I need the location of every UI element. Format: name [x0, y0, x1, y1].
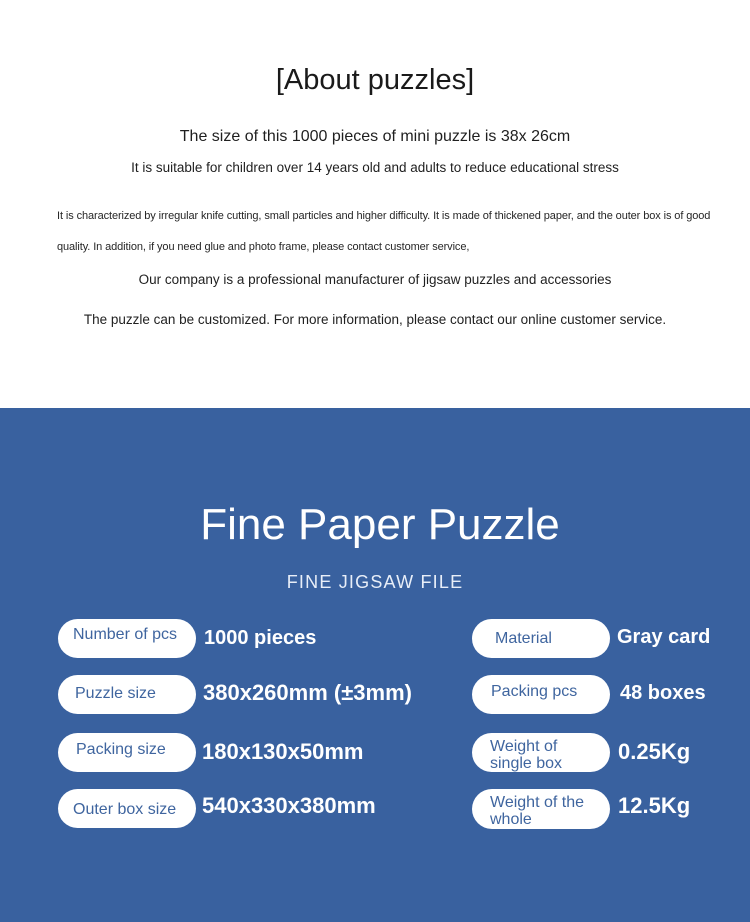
spec-value: Gray card — [617, 626, 711, 648]
spec-label-pill — [472, 789, 610, 829]
spec-label-pill — [58, 789, 196, 828]
spec-label: Outer box size — [73, 801, 177, 818]
about-title: [About puzzles] — [275, 64, 475, 96]
spec-value: 1000 pieces — [204, 627, 317, 649]
spec-label: Packing size — [76, 741, 166, 758]
about-size-line: The size of this 1000 pieces of mini puzzle is 38x 26cm — [179, 128, 571, 145]
about-section — [0, 0, 750, 408]
about-custom-line: The puzzle can be customized. For more information, please contact our online customer service. — [83, 312, 667, 327]
spec-label-pill — [472, 619, 610, 658]
spec-title: Fine Paper Puzzle — [200, 500, 560, 549]
spec-label: Puzzle size — [75, 685, 156, 702]
spec-label-pill — [58, 619, 196, 658]
spec-label: Weight of single box — [490, 738, 563, 772]
spec-label-pill — [472, 733, 610, 772]
spec-value: 540x330x380mm — [202, 793, 376, 818]
about-paragraph: It is characterized by irregular knife cutting, small particles and higher difficulty. It is made of thickened paper, and the outer box is of good quality. In addition, if you need glue and photo frame, please contact customer service, — [57, 210, 711, 253]
spec-subtitle: FINE JIGSAW FILE — [286, 572, 464, 592]
spec-label: Packing pcs — [491, 683, 578, 700]
spec-label: Material — [495, 630, 552, 647]
spec-label-pill — [58, 733, 196, 772]
spec-section — [0, 408, 750, 922]
spec-label-pill — [472, 675, 610, 714]
spec-value: 12.5Kg — [618, 793, 691, 818]
spec-value: 48 boxes — [620, 682, 706, 704]
spec-label-pill — [58, 675, 196, 714]
spec-value: 180x130x50mm — [202, 739, 364, 764]
about-company-line: Our company is a professional manufacturer of jigsaw puzzles and accessories — [138, 272, 612, 287]
spec-value: 380x260mm (±3mm) — [203, 680, 412, 705]
about-age-line: It is suitable for children over 14 years old and adults to reduce educational stress — [131, 160, 619, 175]
spec-label: Number of pcs — [73, 626, 178, 643]
spec-label: Weight of the whole — [490, 794, 584, 828]
spec-value: 0.25Kg — [618, 739, 691, 764]
